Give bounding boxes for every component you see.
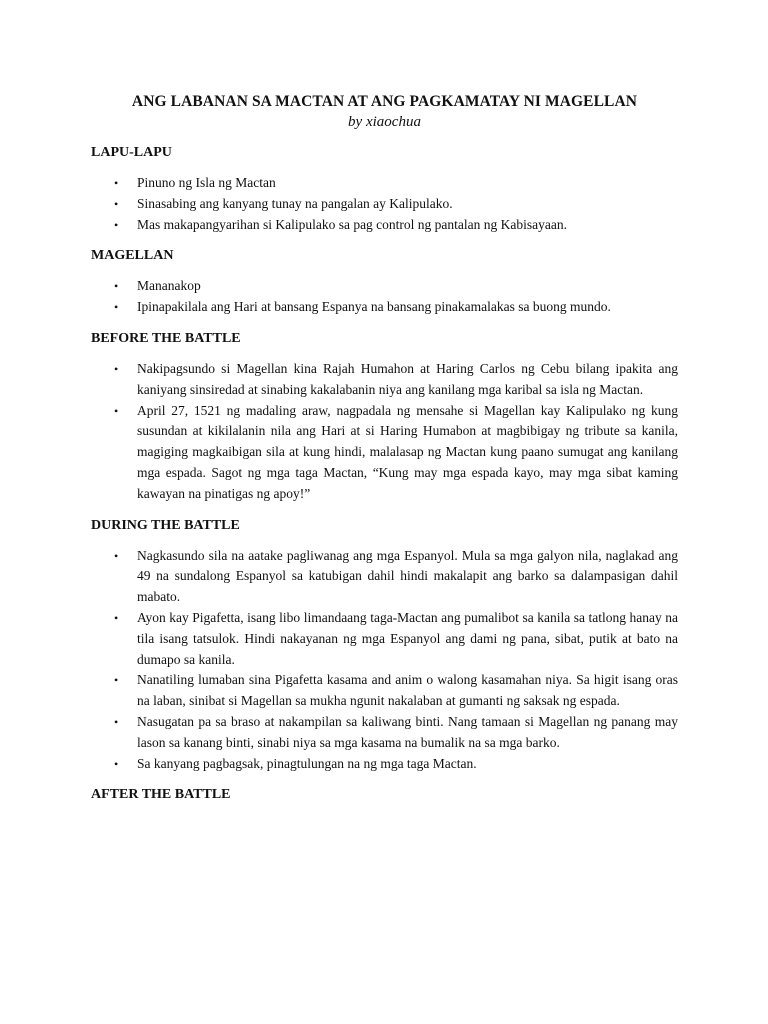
list-item: [91, 754, 678, 775]
bullet-icon: •: [114, 714, 119, 729]
list-item: [91, 670, 678, 712]
bullet-icon: •: [114, 361, 119, 376]
list-item-text: Mas makapangyarihan si Kalipulako sa pag control ng pantalan ng Kabisayaan.: [137, 216, 567, 232]
list-item: [91, 608, 678, 670]
bullet-list: [91, 359, 678, 505]
bullet-list: [91, 276, 678, 318]
bullet-icon: •: [114, 610, 119, 625]
list-item: [91, 173, 678, 194]
bullet-icon: •: [114, 548, 119, 563]
section-heading: LAPU-LAPU: [91, 145, 172, 160]
bullet-icon: •: [114, 673, 119, 688]
list-item-text: Nagkasundo sila na aatake pagliwanag ang mga Espanyol. Mula sa mga galyon nila, naglakad ang 49 na sundalong Espanyol sa katubigan dahil hindi makalapit ang barko sa dalampasigan dahil mabato.: [137, 547, 678, 605]
section-heading: MAGELLAN: [91, 248, 174, 264]
list-item-text: Ayon kay Pigafetta, isang libo limandaang taga-Mactan ang pumalibot sa kanila sa tatlong hanay na tila isang tatsulok. Hindi nakayanan ng mga Espanyol ang dami ng pana, sibat, putik at bato na dumapo sa kanila.: [137, 609, 678, 667]
bullet-icon: •: [114, 279, 119, 294]
list-item-text: Sa kanyang pagbagsak, pinagtulungan na ng mga taga Mactan.: [137, 755, 477, 771]
section-magellan: [91, 247, 678, 318]
list-item: [91, 546, 678, 608]
section-before-the-battle: [91, 330, 678, 505]
section-after-the-battle: [91, 786, 678, 804]
list-item: [91, 297, 678, 318]
section-heading: AFTER THE BATTLE: [91, 787, 231, 803]
list-item-text: April 27, 1521 ng madaling araw, nagpadala ng mensahe si Magellan kay Kalipulako ng kung susundan at kikilalanin nila ang Hari at si Haring Humabon at magbibigay ng tribute sa kanila, magiging magkaibigan sila at kung hindi, malalasap ng Mactan kung paano sumugat ang kanilang mga espada. Sagot ng mga taga Mactan, “Kung may mga espada kayo, may mga sibat kaming kawayan na pinatigas ng apoy!”: [137, 402, 678, 501]
bullet-icon: •: [114, 196, 119, 211]
list-item-text: Pinuno ng Isla ng Mactan: [137, 175, 276, 190]
bullet-icon: •: [114, 217, 119, 232]
bullet-list: [91, 546, 678, 775]
section-heading: BEFORE THE BATTLE: [91, 330, 241, 346]
list-item: [91, 194, 678, 215]
list-item-text: Nasugatan pa sa braso at nakampilan sa kaliwang binti. Nang tamaan si Magellan ng panang may lason sa kanang binti, sinabi niya sa mga kasama na bumalik na sa mga barko.: [137, 713, 678, 750]
document-byline: by xiaochua: [348, 114, 421, 130]
bullet-icon: •: [114, 176, 119, 190]
bullet-icon: •: [114, 756, 119, 771]
list-item-text: Mananakop: [137, 278, 201, 294]
bullet-list: [91, 173, 678, 235]
list-item-text: Nanatiling lumaban sina Pigafetta kasama and anim o walong kasamahan niya. Sa higit isang oras na laban, sinibat si Magellan sa mukha ngunit nakalaban at gumanti ng saksak ng espada.: [137, 672, 678, 709]
list-item: [91, 215, 678, 236]
bullet-icon: •: [114, 403, 119, 418]
section-heading: DURING THE BATTLE: [91, 517, 240, 533]
document-title: ANG LABANAN SA MACTAN AT ANG PAGKAMATAY NI MAGELLAN: [131, 93, 638, 110]
list-item-text: Sinasabing ang kanyang tunay na pangalan ay Kalipulako.: [137, 195, 453, 211]
list-item: [91, 276, 678, 297]
list-item-text: Ipinapakilala ang Hari at bansang Espanya na bansang pinakamalakas sa buong mundo.: [137, 299, 611, 315]
section-during-the-battle: [91, 517, 678, 775]
list-item: [91, 359, 678, 401]
list-item-text: Nakipagsundo si Magellan kina Rajah Humahon at Haring Carlos ng Cebu bilang ipakita ang kaniyang sinsiredad at sinabing kakalabanin niya ang kanilang mga karibal sa isla ng Mactan.: [137, 360, 678, 397]
list-item: [91, 401, 678, 505]
section-lapu-lapu: [91, 144, 678, 235]
list-item: [91, 712, 678, 754]
bullet-icon: •: [114, 300, 119, 315]
